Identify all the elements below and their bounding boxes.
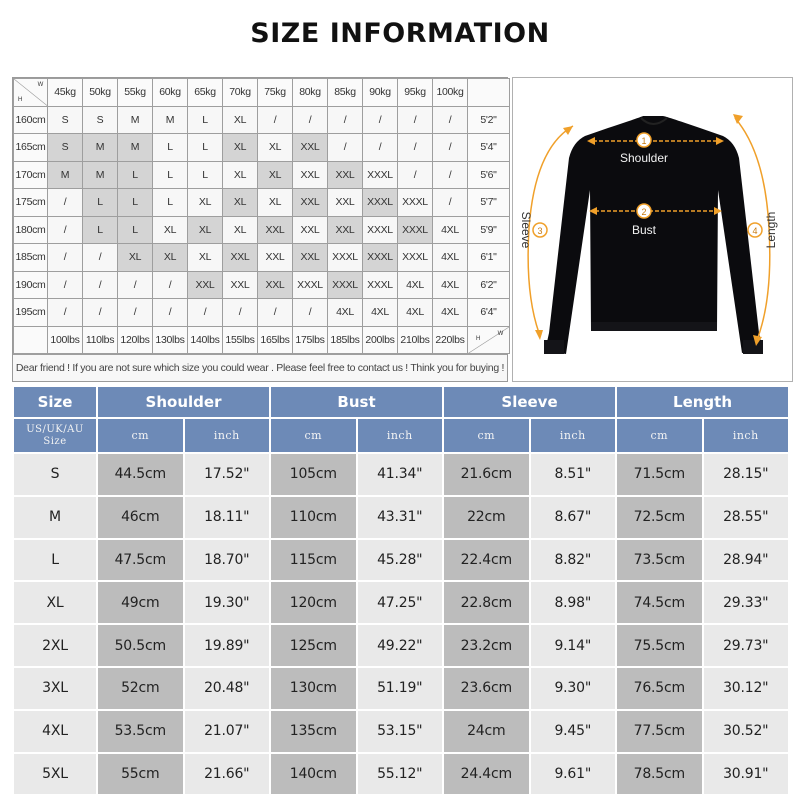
height-row: [14, 161, 510, 189]
measurement-inch: 30.52": [704, 711, 789, 752]
measurement-inch: 55.12": [358, 754, 443, 795]
measurement-cm: 110cm: [271, 497, 356, 538]
size-cell: L: [188, 134, 223, 162]
size-cell: XL: [118, 244, 153, 272]
unit-header: inch: [704, 419, 789, 452]
measurement-inch: 21.07": [185, 711, 270, 752]
size-row: [14, 540, 788, 581]
measurement-cm: 74.5cm: [617, 582, 702, 623]
measurement-inch: 9.30": [531, 668, 616, 709]
measurement-inch: 29.33": [704, 582, 789, 623]
size-label: XL: [14, 582, 96, 623]
weight-height-size-chart: [12, 77, 508, 382]
corner-cell-bottom: [468, 326, 510, 354]
weight-lbs-header: 100lbs: [48, 326, 83, 354]
measurement-inch: 30.12": [704, 668, 789, 709]
size-cell: L: [188, 161, 223, 189]
measurement-cm: 24.4cm: [444, 754, 529, 795]
size-cell: /: [433, 106, 468, 134]
measurement-inch: 29.73": [704, 625, 789, 666]
size-cell: L: [118, 189, 153, 217]
height-cm-label: 170cm: [14, 161, 48, 189]
size-label: 3XL: [14, 668, 96, 709]
size-cell: 4XL: [363, 299, 398, 327]
measurement-cm: 24cm: [444, 711, 529, 752]
measurement-cm: 76.5cm: [617, 668, 702, 709]
size-cell: XXL: [258, 271, 293, 299]
length-column-header: Length: [617, 387, 788, 417]
size-cell: /: [83, 244, 118, 272]
measurement-inch: 18.70": [185, 540, 270, 581]
size-cell: /: [363, 134, 398, 162]
height-ft-label: 5'9": [468, 216, 510, 244]
weight-lbs-row: [14, 326, 510, 354]
size-cell: /: [398, 106, 433, 134]
measurement-cm: 21.6cm: [444, 454, 529, 495]
size-label: M: [14, 497, 96, 538]
size-cell: /: [293, 106, 328, 134]
size-label: S: [14, 454, 96, 495]
size-cell: L: [188, 106, 223, 134]
size-row: [14, 668, 788, 709]
measurement-cm: 78.5cm: [617, 754, 702, 795]
marker-2-number: 2: [641, 207, 647, 217]
size-cell: /: [328, 106, 363, 134]
measurement-inch: 9.14": [531, 625, 616, 666]
measurement-cm: 47.5cm: [98, 540, 183, 581]
size-cell: XXL: [223, 271, 258, 299]
size-cell: XXXL: [363, 216, 398, 244]
unit-header: cm: [98, 419, 183, 452]
height-ft-label: 5'7": [468, 189, 510, 217]
page-title: SIZE INFORMATION: [250, 18, 550, 49]
size-cell: L: [153, 134, 188, 162]
size-cell: /: [48, 244, 83, 272]
size-cell: XXXL: [293, 271, 328, 299]
size-cell: 4XL: [433, 299, 468, 327]
size-cell: XXXL: [328, 244, 363, 272]
measurement-cm: 23.6cm: [444, 668, 529, 709]
size-cell: XL: [153, 244, 188, 272]
weight-lbs-header: 140lbs: [188, 326, 223, 354]
size-cell: /: [258, 299, 293, 327]
garment-measurement-diagram: [512, 77, 793, 382]
size-cell: M: [118, 106, 153, 134]
weight-kg-header: 80kg: [293, 79, 328, 107]
measurement-inch: 28.94": [704, 540, 789, 581]
measurement-cm: 52cm: [98, 668, 183, 709]
unit-header: cm: [444, 419, 529, 452]
measurement-cm: 120cm: [271, 582, 356, 623]
size-cell: /: [363, 106, 398, 134]
measurement-cm: 115cm: [271, 540, 356, 581]
size-cell: XXL: [293, 216, 328, 244]
weight-kg-header: 65kg: [188, 79, 223, 107]
measurement-inch: 21.66": [185, 754, 270, 795]
bust-label: Bust: [631, 223, 657, 237]
size-cell: /: [83, 299, 118, 327]
size-cell: XL: [188, 216, 223, 244]
size-label: 5XL: [14, 754, 96, 795]
sleeve-label: Sleeve: [519, 211, 533, 249]
measurement-cm: 73.5cm: [617, 540, 702, 581]
weight-kg-header: 90kg: [363, 79, 398, 107]
weight-lbs-header: 155lbs: [223, 326, 258, 354]
size-cell: M: [118, 134, 153, 162]
size-cell: XXXL: [363, 189, 398, 217]
size-cell: XL: [188, 244, 223, 272]
size-cell: XL: [223, 161, 258, 189]
height-cm-label: 175cm: [14, 189, 48, 217]
measurement-cm: 105cm: [271, 454, 356, 495]
measurement-inch: 19.30": [185, 582, 270, 623]
size-cell: L: [153, 189, 188, 217]
size-cell: XL: [223, 189, 258, 217]
size-region-header: US/UK/AU Size: [14, 419, 96, 452]
measurement-cm: 77.5cm: [617, 711, 702, 752]
size-cell: XXL: [188, 271, 223, 299]
weight-kg-header: 70kg: [223, 79, 258, 107]
marker-3-number: 3: [537, 226, 543, 236]
weight-lbs-header: 185lbs: [328, 326, 363, 354]
size-cell: /: [433, 134, 468, 162]
measurement-cm: 49cm: [98, 582, 183, 623]
size-cell: S: [48, 106, 83, 134]
height-ft-label: 5'6": [468, 161, 510, 189]
size-row: [14, 497, 788, 538]
measurement-cm: 130cm: [271, 668, 356, 709]
height-cm-label: 180cm: [14, 216, 48, 244]
weight-kg-header: 45kg: [48, 79, 83, 107]
weight-lbs-header: 200lbs: [363, 326, 398, 354]
height-row: [14, 106, 510, 134]
size-cell: L: [83, 189, 118, 217]
size-cell: /: [398, 134, 433, 162]
height-row: [14, 244, 510, 272]
size-cell: /: [48, 271, 83, 299]
size-cell: S: [83, 106, 118, 134]
size-cell: XXXL: [328, 271, 363, 299]
size-cell: M: [48, 161, 83, 189]
size-cell: 4XL: [398, 299, 433, 327]
size-cell: XXL: [293, 189, 328, 217]
corner-h-label: H: [476, 335, 481, 342]
size-cell: XL: [258, 134, 293, 162]
height-cm-label: 160cm: [14, 106, 48, 134]
weight-lbs-header: 220lbs: [433, 326, 468, 354]
measurement-cm: 135cm: [271, 711, 356, 752]
measurement-inch: 28.55": [704, 497, 789, 538]
size-spec-table: [12, 385, 790, 796]
measurement-inch: 51.19": [358, 668, 443, 709]
size-cell: XXL: [328, 161, 363, 189]
size-cell: XL: [258, 161, 293, 189]
size-cell: 4XL: [433, 271, 468, 299]
size-cell: L: [83, 216, 118, 244]
size-cell: XXL: [328, 189, 363, 217]
size-row: [14, 454, 788, 495]
size-column-header: Size: [14, 387, 96, 417]
size-cell: L: [118, 161, 153, 189]
measurement-inch: 8.67": [531, 497, 616, 538]
size-cell: XXXL: [398, 244, 433, 272]
height-ft-label: 6'2": [468, 271, 510, 299]
weight-lbs-header: 120lbs: [118, 326, 153, 354]
size-cell: /: [398, 161, 433, 189]
size-cell: XXL: [293, 134, 328, 162]
corner-cell-top: [14, 79, 48, 107]
empty-cell: [468, 79, 510, 107]
weight-lbs-header: 130lbs: [153, 326, 188, 354]
size-cell: /: [293, 299, 328, 327]
measurement-cm: 125cm: [271, 625, 356, 666]
height-row: [14, 299, 510, 327]
size-row: [14, 754, 788, 795]
size-cell: XL: [153, 216, 188, 244]
height-cm-label: 165cm: [14, 134, 48, 162]
measurement-cm: 75.5cm: [617, 625, 702, 666]
size-cell: XL: [188, 189, 223, 217]
weight-kg-header: 95kg: [398, 79, 433, 107]
empty-cell: [14, 326, 48, 354]
size-row: [14, 625, 788, 666]
size-cell: XXXL: [363, 244, 398, 272]
size-cell: XXXL: [363, 161, 398, 189]
size-cell: XXL: [223, 244, 258, 272]
size-cell: /: [48, 189, 83, 217]
size-label: L: [14, 540, 96, 581]
size-cell: 4XL: [433, 216, 468, 244]
size-cell: /: [433, 189, 468, 217]
weight-kg-header: 50kg: [83, 79, 118, 107]
weight-kg-header: 85kg: [328, 79, 363, 107]
measurement-inch: 9.61": [531, 754, 616, 795]
size-cell: XL: [223, 106, 258, 134]
buyer-note: Dear friend ! If you are not sure which size you could wear . Please feel free to contact us ! Think you for buying !: [13, 354, 507, 381]
size-cell: XXL: [293, 161, 328, 189]
size-cell: /: [153, 299, 188, 327]
size-cell: XL: [223, 216, 258, 244]
weight-lbs-header: 210lbs: [398, 326, 433, 354]
measurement-cm: 22.4cm: [444, 540, 529, 581]
sleeve-column-header: Sleeve: [444, 387, 615, 417]
measurement-inch: 28.15": [704, 454, 789, 495]
height-row: [14, 189, 510, 217]
measurement-inch: 8.51": [531, 454, 616, 495]
height-cm-label: 195cm: [14, 299, 48, 327]
measurement-inch: 53.15": [358, 711, 443, 752]
measurement-cm: 46cm: [98, 497, 183, 538]
measurement-cm: 23.2cm: [444, 625, 529, 666]
measurement-cm: 50.5cm: [98, 625, 183, 666]
size-cell: /: [118, 299, 153, 327]
measurement-inch: 20.48": [185, 668, 270, 709]
size-cell: /: [223, 299, 258, 327]
size-cell: /: [153, 271, 188, 299]
weight-kg-row: [14, 79, 510, 107]
weight-kg-header: 75kg: [258, 79, 293, 107]
size-cell: XL: [258, 189, 293, 217]
size-cell: /: [48, 299, 83, 327]
size-cell: XL: [223, 134, 258, 162]
measurement-cm: 72.5cm: [617, 497, 702, 538]
measurement-cm: 22.8cm: [444, 582, 529, 623]
weight-lbs-header: 175lbs: [293, 326, 328, 354]
height-ft-label: 5'2": [468, 106, 510, 134]
height-row: [14, 134, 510, 162]
unit-header: cm: [271, 419, 356, 452]
height-cm-label: 190cm: [14, 271, 48, 299]
measurement-inch: 41.34": [358, 454, 443, 495]
measurement-cm: 55cm: [98, 754, 183, 795]
measurement-cm: 71.5cm: [617, 454, 702, 495]
weight-lbs-header: 110lbs: [83, 326, 118, 354]
height-row: [14, 216, 510, 244]
size-cell: XXL: [258, 216, 293, 244]
bust-column-header: Bust: [271, 387, 442, 417]
size-cell: XXXL: [398, 189, 433, 217]
unit-header: inch: [185, 419, 270, 452]
measurement-inch: 43.31": [358, 497, 443, 538]
measurement-inch: 8.82": [531, 540, 616, 581]
length-label: Length: [764, 211, 778, 249]
size-row: [14, 582, 788, 623]
shoulder-label: Shoulder: [619, 151, 669, 165]
size-cell: M: [83, 134, 118, 162]
shoulder-column-header: Shoulder: [98, 387, 269, 417]
size-cell: /: [258, 106, 293, 134]
height-ft-label: 5'4": [468, 134, 510, 162]
size-cell: 4XL: [328, 299, 363, 327]
size-cell: /: [328, 134, 363, 162]
size-cell: /: [188, 299, 223, 327]
unit-header: cm: [617, 419, 702, 452]
size-cell: M: [153, 106, 188, 134]
size-label: 2XL: [14, 625, 96, 666]
height-row: [14, 271, 510, 299]
size-cell: XXL: [293, 244, 328, 272]
size-cell: XXL: [328, 216, 363, 244]
weight-lbs-header: 165lbs: [258, 326, 293, 354]
height-ft-label: 6'4": [468, 299, 510, 327]
measurement-cm: 140cm: [271, 754, 356, 795]
size-cell: XXXL: [398, 216, 433, 244]
weight-kg-header: 100kg: [433, 79, 468, 107]
measurement-inch: 8.98": [531, 582, 616, 623]
measurement-cm: 22cm: [444, 497, 529, 538]
measurement-inch: 18.11": [185, 497, 270, 538]
measurement-inch: 47.25": [358, 582, 443, 623]
size-cell: L: [153, 161, 188, 189]
marker-1-number: 1: [641, 136, 647, 146]
corner-w-label: W: [37, 82, 43, 88]
unit-header: inch: [531, 419, 616, 452]
size-cell: XXXL: [363, 271, 398, 299]
size-cell: S: [48, 134, 83, 162]
measurement-cm: 53.5cm: [98, 711, 183, 752]
size-cell: /: [48, 216, 83, 244]
size-row: [14, 711, 788, 752]
measurement-inch: 9.45": [531, 711, 616, 752]
measurement-cm: 44.5cm: [98, 454, 183, 495]
measurement-inch: 45.28": [358, 540, 443, 581]
size-cell: 4XL: [398, 271, 433, 299]
size-cell: /: [83, 271, 118, 299]
size-cell: L: [118, 216, 153, 244]
size-cell: XXL: [258, 244, 293, 272]
size-label: 4XL: [14, 711, 96, 752]
height-cm-label: 185cm: [14, 244, 48, 272]
size-cell: /: [118, 271, 153, 299]
weight-kg-header: 60kg: [153, 79, 188, 107]
measurement-inch: 30.91": [704, 754, 789, 795]
marker-4-number: 4: [752, 226, 758, 236]
unit-header: inch: [358, 419, 443, 452]
weight-kg-header: 55kg: [118, 79, 153, 107]
height-ft-label: 6'1": [468, 244, 510, 272]
corner-h-label: H: [18, 96, 23, 103]
measurement-inch: 17.52": [185, 454, 270, 495]
measurement-inch: 49.22": [358, 625, 443, 666]
size-cell: /: [433, 161, 468, 189]
size-cell: M: [83, 161, 118, 189]
corner-w-label: W: [497, 330, 503, 337]
size-cell: 4XL: [433, 244, 468, 272]
measurement-inch: 19.89": [185, 625, 270, 666]
